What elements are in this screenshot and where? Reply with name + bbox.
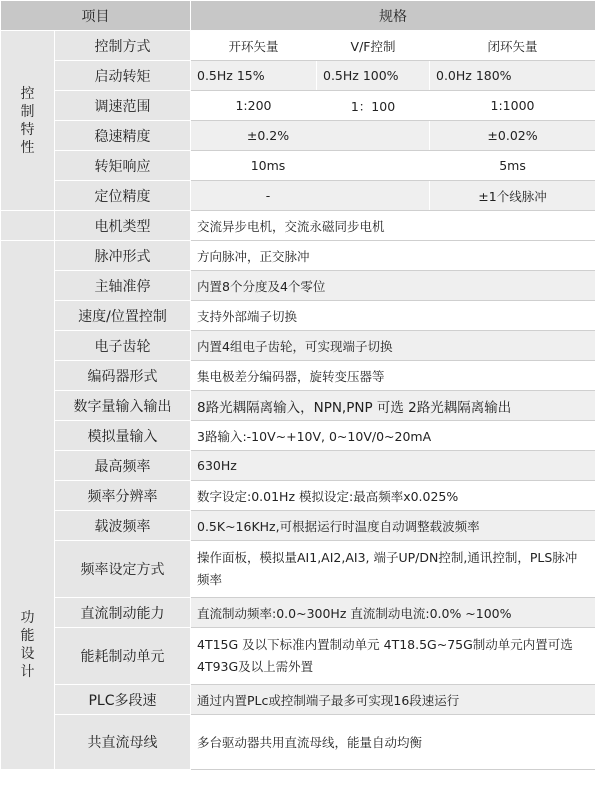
group-control-label: 控 制 特 性	[1, 31, 55, 211]
row-label-digital-io: 数字量输入输出	[55, 391, 191, 421]
group-spacer	[1, 211, 55, 241]
row-label-brake-unit: 能耗制动单元	[55, 628, 191, 685]
dc-bus-value: 多台驱动器共用直流母线，能量自动均衡	[191, 715, 595, 770]
motor-type-value: 交流异步电机，交流永磁同步电机	[191, 211, 595, 241]
mode-open-loop: 开环矢量	[191, 31, 317, 61]
row-label-carrier: 载波频率	[55, 511, 191, 541]
brake-unit-value: 4T15G 及以下标准内置制动单元 4T18.5G~75G制动单元内置可选4T93G及以上需外置	[191, 628, 595, 685]
response-open-loop: 10ms	[191, 151, 430, 181]
mode-closed-loop: 闭环矢量	[430, 31, 595, 61]
accuracy-open-loop: ±0.2%	[191, 121, 430, 151]
row-label-resolution: 频率分辨率	[55, 481, 191, 511]
carrier-value: 0.5K~16KHz,可根据运行时温度自动调整载波频率	[191, 511, 595, 541]
digital-io-value: 8路光耦隔离输入，NPN,PNP 可选 2路光耦隔离输出	[191, 391, 595, 421]
row-label-gear: 电子齿轮	[55, 331, 191, 361]
row-label-accuracy: 稳速精度	[55, 121, 191, 151]
row-label-pulse: 脉冲形式	[55, 241, 191, 271]
header-spec: 规格	[191, 1, 595, 31]
position-closed-loop: ±1个线脉冲	[430, 181, 595, 211]
response-closed-loop: 5ms	[430, 151, 595, 181]
position-open-loop: -	[191, 181, 430, 211]
gear-value: 内置4组电子齿轮，可实现端子切换	[191, 331, 595, 361]
row-label-dc-bus: 共直流母线	[55, 715, 191, 770]
range-closed-loop: 1:1000	[430, 91, 595, 121]
plc-value: 通过内置PLc或控制端子最多可实现16段速运行	[191, 685, 595, 715]
row-label-motor: 电机类型	[55, 211, 191, 241]
row-label-mode: 控制方式	[55, 31, 191, 61]
row-label-position: 定位精度	[55, 181, 191, 211]
spindle-value: 内置8个分度及4个零位	[191, 271, 595, 301]
torque-closed-loop: 0.0Hz 180%	[430, 61, 595, 91]
range-open-loop: 1:200	[191, 91, 317, 121]
row-label-max-frequency: 最高频率	[55, 451, 191, 481]
encoder-value: 集电极差分编码器，旋转变压器等	[191, 361, 595, 391]
speed-position-value: 支持外部端子切换	[191, 301, 595, 331]
mode-vf: V/F控制	[317, 31, 430, 61]
row-label-speed-position: 速度/位置控制	[55, 301, 191, 331]
row-label-freq-setting: 频率设定方式	[55, 541, 191, 598]
row-label-response: 转矩响应	[55, 151, 191, 181]
header-item: 项目	[1, 1, 191, 31]
dc-brake-value: 直流制动频率:0.0~300Hz 直流制动电流:0.0% ~100%	[191, 598, 595, 628]
torque-vf: 0.5Hz 100%	[317, 61, 430, 91]
row-label-torque: 启动转矩	[55, 61, 191, 91]
row-label-spindle: 主轴准停	[55, 271, 191, 301]
freq-setting-value: 操作面板，模拟量AI1,AI2,AI3, 端子UP/DN控制,通讯控制，PLS脉冲频率	[191, 541, 595, 598]
row-label-range: 调速范围	[55, 91, 191, 121]
row-label-plc: PLC多段速	[55, 685, 191, 715]
accuracy-closed-loop: ±0.02%	[430, 121, 595, 151]
group-function-label: 功 能 设 计	[1, 241, 55, 770]
resolution-value: 数字设定:0.01Hz 模拟设定:最高频率x0.025%	[191, 481, 595, 511]
row-label-encoder: 编码器形式	[55, 361, 191, 391]
range-vf: 1：100	[317, 91, 430, 121]
analog-input-value: 3路输入:-10V~+10V, 0~10V/0~20mA	[191, 421, 595, 451]
row-label-dc-brake: 直流制动能力	[55, 598, 191, 628]
row-label-analog-input: 模拟量输入	[55, 421, 191, 451]
max-frequency-value: 630Hz	[191, 451, 595, 481]
pulse-value: 方向脉冲，正交脉冲	[191, 241, 595, 271]
torque-open-loop: 0.5Hz 15%	[191, 61, 317, 91]
